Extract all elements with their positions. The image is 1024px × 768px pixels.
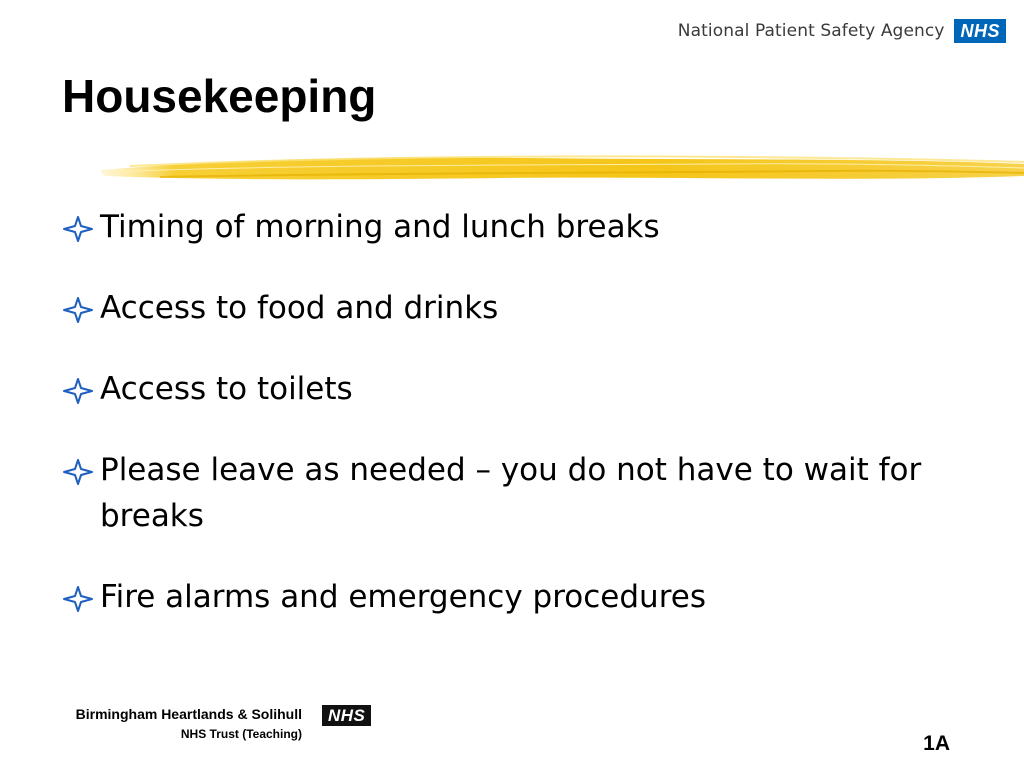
- bullet-list: [62, 204, 962, 655]
- bullet-text: Access to food and drinks: [100, 290, 499, 326]
- agency-header: [678, 18, 1006, 44]
- highlight-brush-stroke: [100, 146, 1024, 190]
- slide-number: 1A: [923, 732, 950, 755]
- nhs-logo: NHS: [954, 19, 1006, 43]
- list-item: [62, 366, 962, 412]
- footer-organisation: [20, 705, 302, 742]
- four-point-star-outline-icon: [62, 585, 94, 613]
- bullet-text: Access to toilets: [100, 371, 353, 407]
- list-item: [62, 447, 962, 539]
- four-point-star-outline-icon: [62, 296, 94, 324]
- four-point-star-outline-icon: [62, 458, 94, 486]
- slide-title: Housekeeping: [62, 70, 377, 122]
- list-item: [62, 285, 962, 331]
- list-item: [62, 204, 962, 250]
- agency-name: National Patient Safety Agency: [677, 21, 945, 41]
- list-item: [62, 574, 962, 620]
- bullet-text: Please leave as needed – you do not have to wait for breaks: [100, 452, 922, 534]
- four-point-star-outline-icon: [62, 377, 94, 405]
- footer-org-name: Birmingham Heartlands & Solihull: [75, 706, 302, 722]
- bullet-text: Timing of morning and lunch breaks: [100, 209, 660, 245]
- bullet-text: Fire alarms and emergency procedures: [100, 579, 706, 615]
- footer-nhs-logo: NHS: [322, 705, 371, 726]
- footer-org-subtitle: NHS Trust (Teaching): [180, 727, 302, 741]
- four-point-star-outline-icon: [62, 215, 94, 243]
